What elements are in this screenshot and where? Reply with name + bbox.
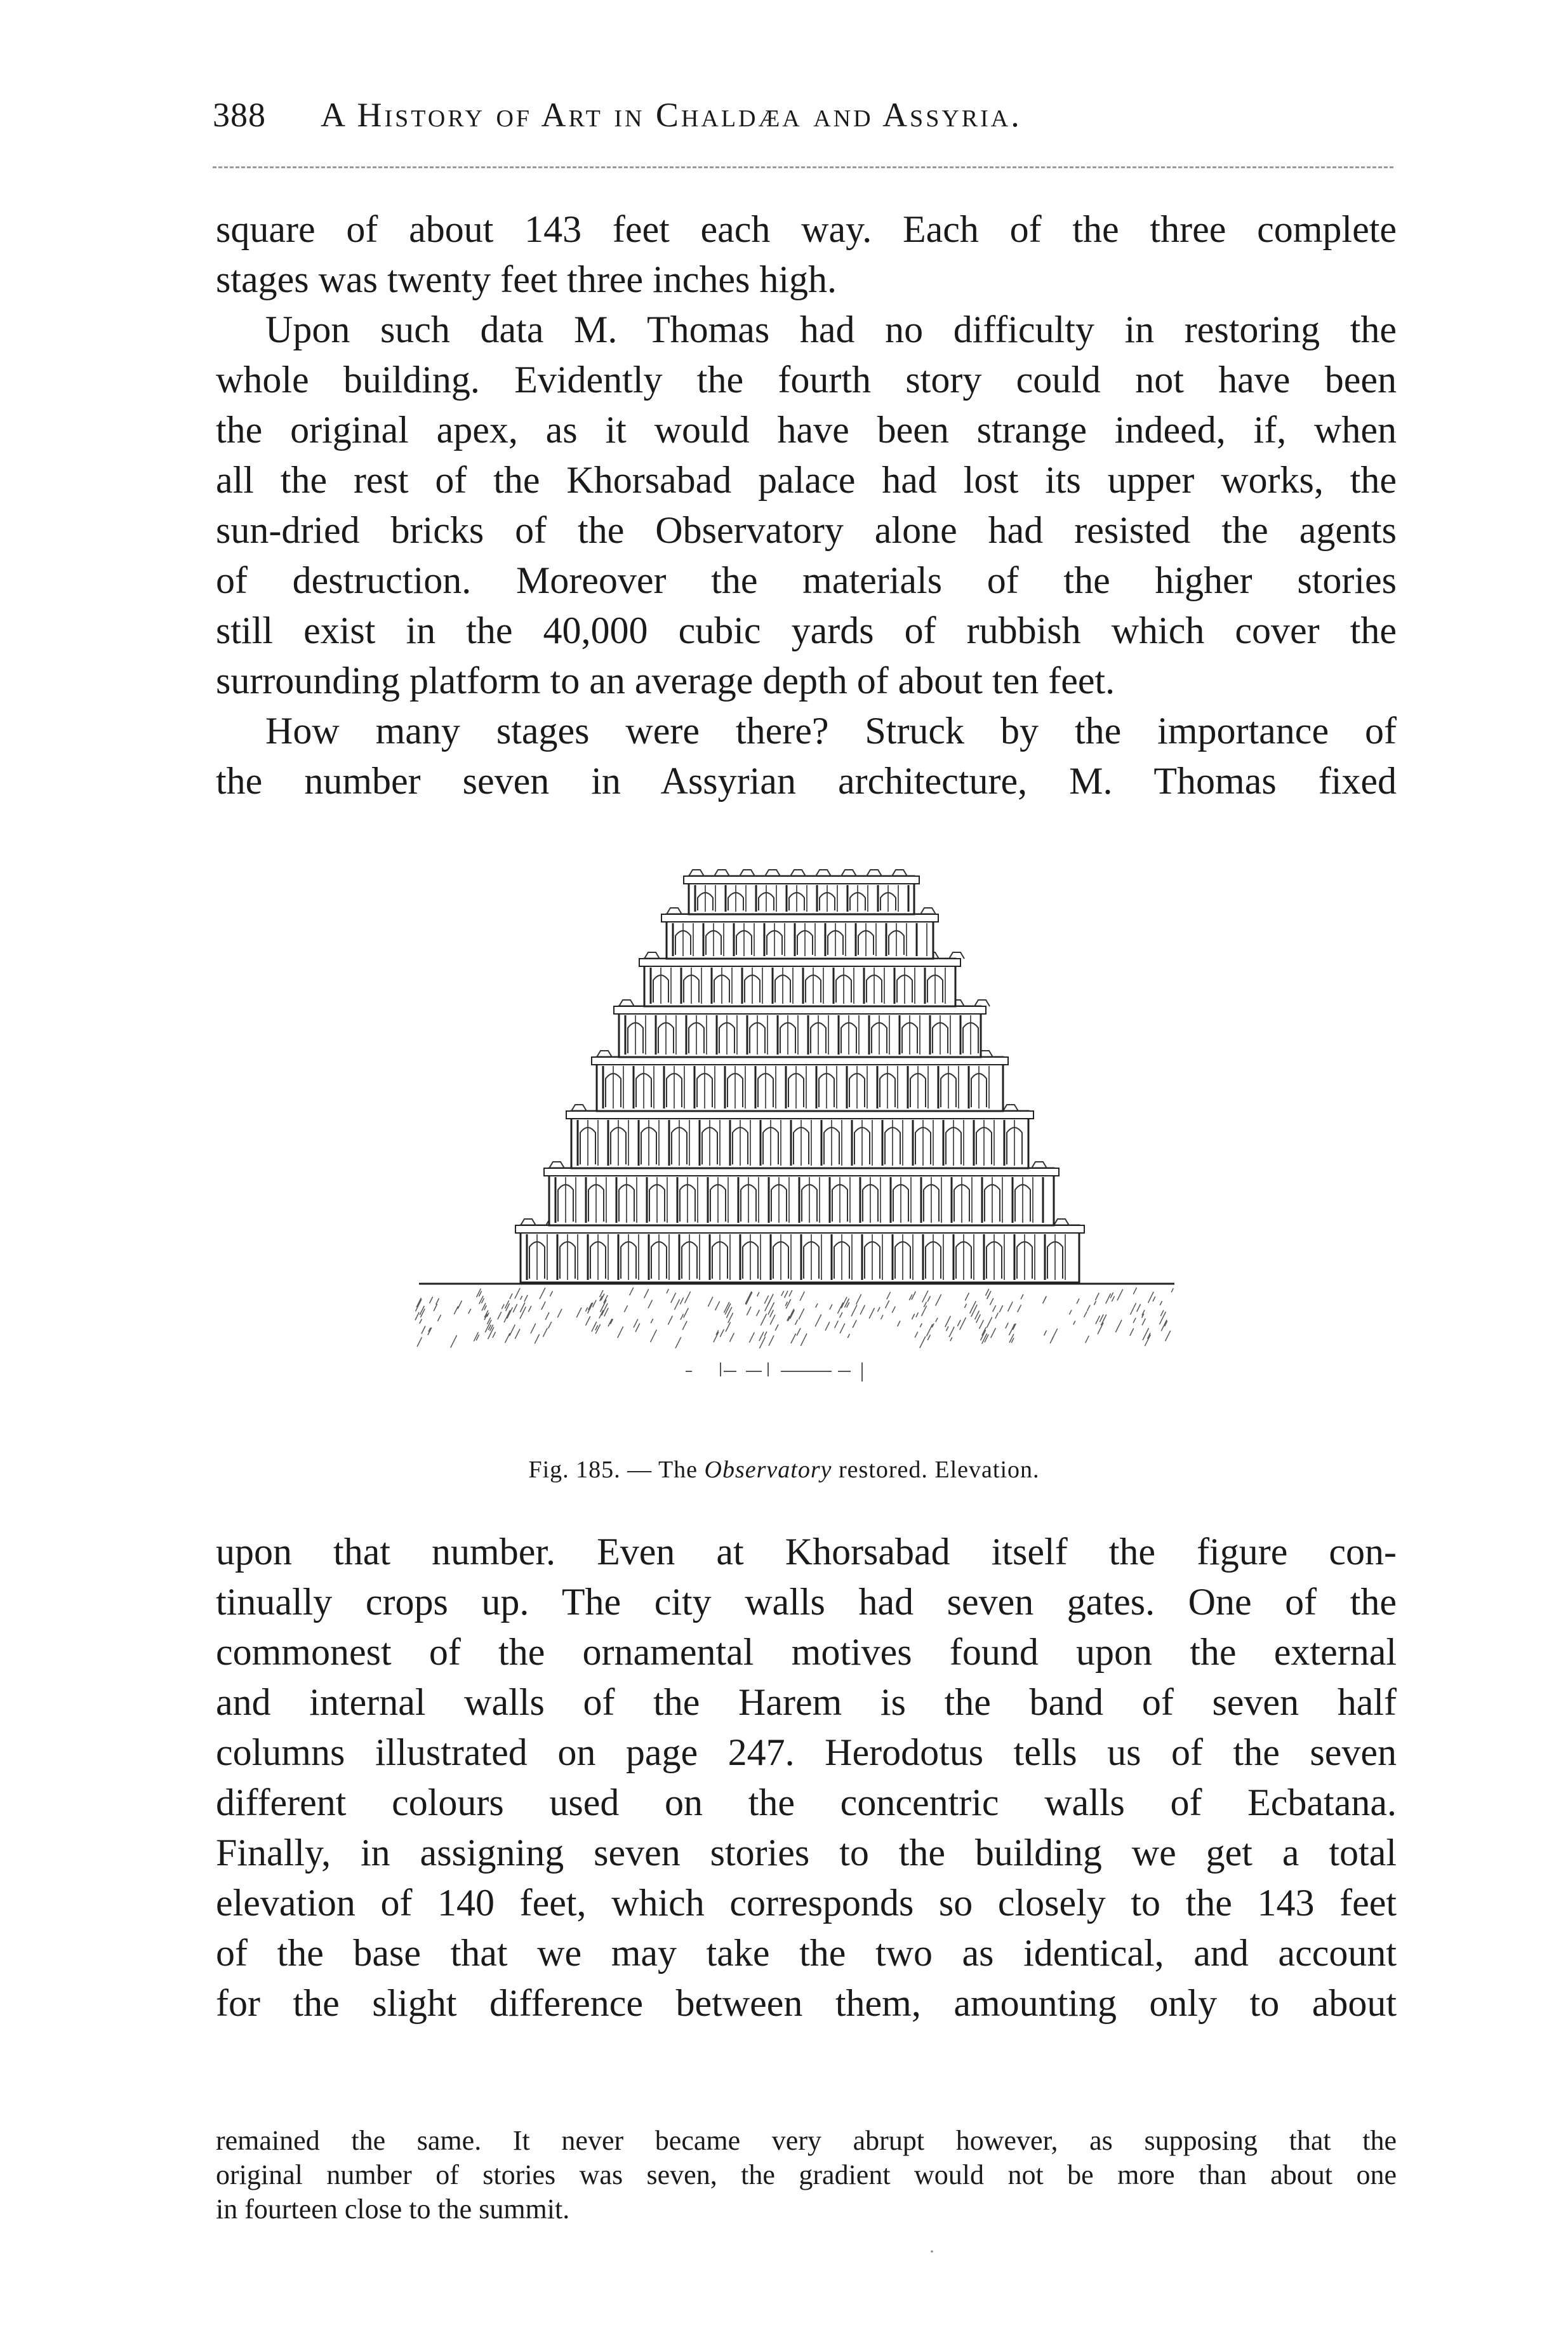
caption-prefix: Fig. 185. — The <box>528 1456 698 1483</box>
paragraph-3 <box>216 706 1397 806</box>
text-line: tinually crops up. The city walls had seven gates. One of the <box>216 1581 1397 1623</box>
text-line: stages was twenty feet three inches high. <box>216 258 837 300</box>
text-line: of the base that we may take the two as identical, and account <box>216 1932 1397 1974</box>
footnote <box>216 2124 1397 2227</box>
text-line: different colours used on the concentric walls of Ecbatana. <box>216 1781 1397 1823</box>
text-line: Finally, in assigning seven stories to the building we get a total <box>216 1832 1397 1874</box>
footnote-line: remained the same. It never became very abrupt however, as supposing that the <box>216 2125 1397 2156</box>
tower-stage <box>544 1162 1059 1225</box>
tower-stage <box>639 952 964 1006</box>
footnote-line: original number of stories was seven, the gradient would not be more than about one <box>216 2159 1397 2190</box>
tower-stage <box>592 1051 1008 1111</box>
text-line: Upon such data M. Thomas had no difficulty in restoring the <box>265 309 1397 350</box>
footnote-line: in fourteen close to the summit. <box>216 2194 570 2225</box>
scale-bar <box>686 1362 862 1382</box>
ground-hatching <box>415 1284 1174 1348</box>
observatory-elevation-illustration <box>394 838 1206 1435</box>
tower-stage <box>684 870 919 914</box>
text-line: of destruction. Moreover the materials of the higher stories <box>216 559 1397 601</box>
tower-stage <box>515 1219 1084 1282</box>
paragraph-2 <box>216 305 1397 706</box>
text-line: and internal walls of the Harem is the band of seven half <box>216 1681 1397 1723</box>
paragraph-4 <box>216 1527 1397 2028</box>
text-line: the original apex, as it would have been strange indeed, if, when <box>216 409 1397 451</box>
running-title: A History of Art in Chaldæa and Assyria. <box>321 96 1022 134</box>
tower-stage <box>661 908 938 959</box>
text-line: surrounding platform to an average depth of about ten feet. <box>216 660 1115 702</box>
figure-caption <box>0 1456 1568 1484</box>
text-line: the number seven in Assyrian architecture, M. Thomas fixed <box>216 760 1397 802</box>
text-line: whole building. Evidently the fourth story could not have been <box>216 359 1397 401</box>
text-line: all the rest of the Khorsabad palace had lost its upper works, the <box>216 459 1397 501</box>
caption-italic: Observatory <box>704 1456 832 1483</box>
paragraph-1 <box>216 204 1397 305</box>
tower-stage <box>614 1000 990 1057</box>
text-line: for the slight difference between them, amounting only to about <box>216 1982 1397 2024</box>
text-line: commonest of the ornamental motives found upon the external <box>216 1631 1397 1673</box>
caption-suffix: restored. Elevation. <box>839 1456 1040 1483</box>
print-speck: · <box>929 2241 935 2262</box>
ziggurat-stages <box>515 870 1084 1282</box>
text-line: sun-dried bricks of the Observatory alone had resisted the agents <box>216 509 1397 551</box>
page-number: 388 <box>213 96 266 134</box>
text-line: elevation of 140 feet, which corresponds so closely to the 143 feet <box>216 1882 1397 1924</box>
text-line: How many stages were there? Struck by the importance of <box>265 710 1397 752</box>
tower-stage <box>566 1105 1033 1168</box>
running-header <box>213 95 1393 135</box>
text-line: columns illustrated on page 247. Herodotus tells us of the seven <box>216 1731 1397 1773</box>
text-line: still exist in the 40,000 cubic yards of rubbish which cover the <box>216 609 1397 651</box>
header-rule <box>213 166 1393 168</box>
text-line: square of about 143 feet each way. Each of the three complete <box>216 208 1397 250</box>
text-line: upon that number. Even at Khorsabad itself the figure con- <box>216 1531 1397 1573</box>
